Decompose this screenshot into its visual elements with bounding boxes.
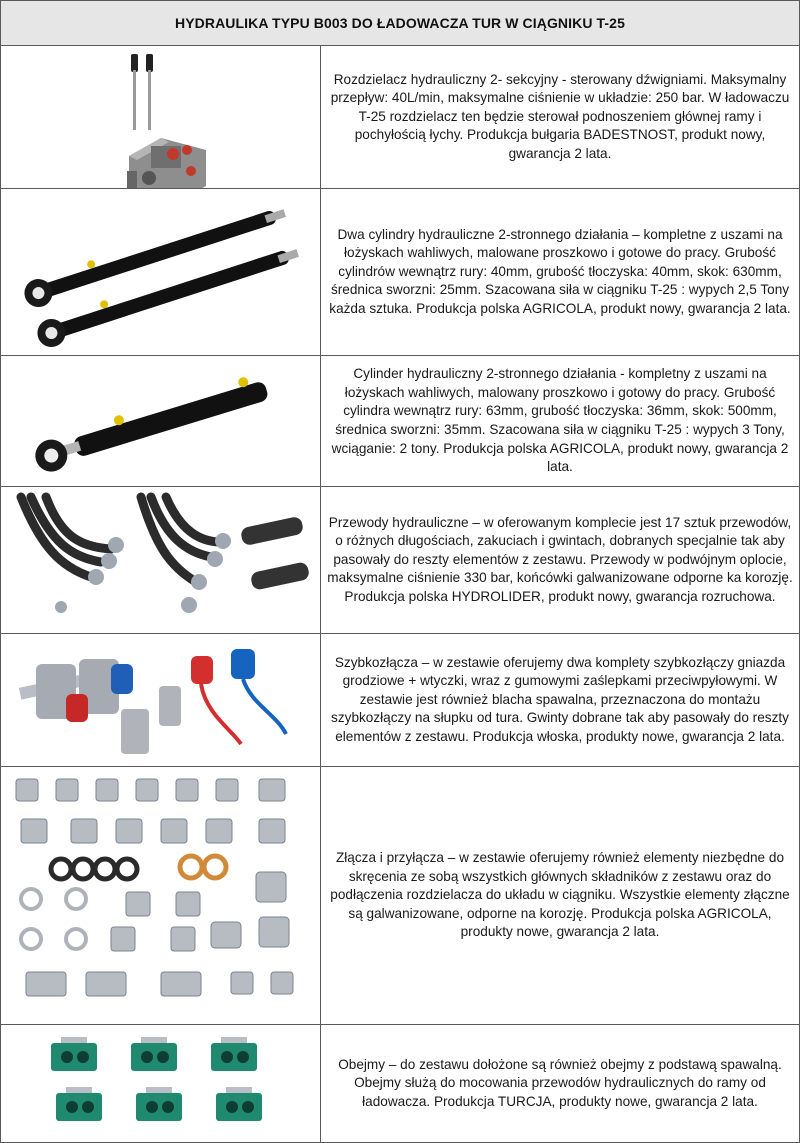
table-row xyxy=(1,46,799,189)
table-row xyxy=(1,1025,799,1142)
quick-couplers-icon xyxy=(1,634,321,766)
row-description xyxy=(321,487,799,633)
row-description xyxy=(321,1025,799,1142)
row-text: Szybkozłącza – w zestawie oferujemy dwa komplety szybkozłączy gniazda grodziowe + wtyczki, wraz z gumowymi zaślepkami przeciwpyłowymi. W zestawie jest również blacha spawalna, przeznaczona do montażu szybkozłączy na słupku od tura. Gwinty dobrane tak aby pasowały do reszty elementów z zestawu. Produkcja włoska, produkty nowe, gwarancja 2 lata. xyxy=(331,654,789,744)
hydraulic-hoses-icon xyxy=(1,487,321,633)
page-title: HYDRAULIKA TYPU B003 DO ŁADOWACZA TUR W CIĄGNIKU T-25 xyxy=(175,15,625,31)
table-row xyxy=(1,189,799,356)
row-description xyxy=(321,356,799,486)
row-description xyxy=(321,634,799,766)
table-row xyxy=(1,356,799,487)
fittings-icon xyxy=(1,767,321,1024)
row-text: Rozdzielacz hydrauliczny 2- sekcyjny - sterowany dźwigniami. Maksymalny przepływ: 40L/min, maksymalne ciśnienie w układzie: 250 bar. W ładowaczu T-25 rozdzielacz ten będzie sterował podnoszeniem głównej ramy i pochyłością łychy. Produkcja bułgaria BADESTNOST, produkt nowy, gwarancja 2 lata. xyxy=(330,71,790,161)
row-text: Cylinder hydrauliczny 2-stronnego działania - kompletny z uszami na łożyskach wahliwych, malowany proszkowo i gotowy do pracy. Grubość cylindra wewnątrz rury: 63mm, grubość tłoczyska: 36mm, skok: 500mm, średnica sworzni: 35mm. Szacowana siła w ciągniku T-25 : wypych 3 Tony, wciąganie: 2 tony. Produkcja polska AGRICOLA, produkt nowy, gwarancja 2 lata. xyxy=(331,366,789,475)
table-header xyxy=(1,1,799,46)
row-text: Obejmy – do zestawu dołożone są również obejmy z podstawą spawalną. Obejmy służą do mocowania przewodów hydraulicznych do ramy od ładowacza. Produkcja TURCJA, produkty nowe, gwarancja 2 lata. xyxy=(338,1056,782,1109)
hydraulic-cylinder-icon xyxy=(1,356,321,486)
row-text: Złącza i przyłącza – w zestawie oferujemy również elementy niezbędne do skręcenia ze sobą wszystkich głównych składników z zestawu oraz do podłączenia rozdzielacza do układu w ciągniku. Wszystkie elementy złączne są galwanizowane, odporne na korozję. Produkcja polska AGRICOLA, produkty nowe, gwarancja 2 lata. xyxy=(330,850,790,940)
table-row xyxy=(1,767,799,1025)
row-text: Przewody hydrauliczne – w oferowanym komplecie jest 17 sztuk przewodów, o różnych długościach, zakuciach i gwintach, dobranych specjalnie tak aby pasowały do reszty elementów z zestawu. Przewody w podwójnym oplocie, maksymalne ciśnienie 330 bar, końcówki galwanizowane odporne ka korozję. Produkcja polska HYDROLIDER, produkt nowy, gwarancja rozruchowa. xyxy=(327,514,793,604)
table-row xyxy=(1,487,799,634)
row-description xyxy=(321,767,799,1024)
row-text: Dwa cylindry hydrauliczne 2-stronnego działania – kompletne z uszami na łożyskach wahliwych, malowane proszkowo i gotowe do pracy. Grubość cylindrów wewnątrz rury: 40mm, grubość tłoczyska: 40mm, skok: 630mm, średnica sworzni: 25mm. Szacowana siła w ciągniku T-25 : wypych 2,5 Tony każda sztuka. Produkcja polska AGRICOLA, produkt nowy, gwarancja 2 lata. xyxy=(329,226,791,316)
row-description xyxy=(321,46,799,188)
hydraulic-cylinder-pair-icon xyxy=(1,189,321,355)
hydraulic-valve-icon xyxy=(1,46,321,188)
row-description xyxy=(321,189,799,355)
pipe-clamps-icon xyxy=(1,1025,321,1142)
table-row xyxy=(1,634,799,767)
